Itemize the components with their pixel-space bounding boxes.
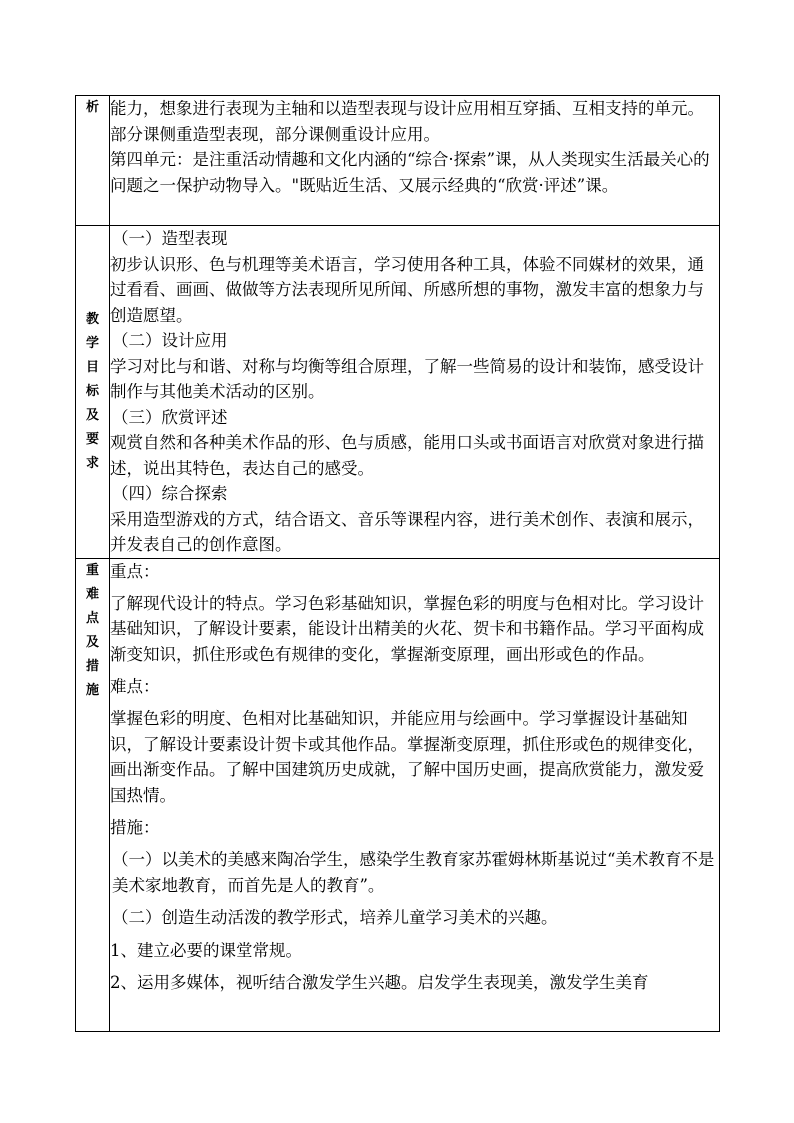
goals-content [110, 226, 720, 559]
label-char: 难 [85, 586, 99, 602]
section-heading: （三）欣赏评述 [112, 407, 228, 427]
paragraph: 观赏自然和各种美术作品的形、色与质感，能用口头或书面语言对欣赏对象进行描述，说出其特色，表达自己的感受。 [110, 433, 704, 478]
paragraph: 掌握色彩的明度、色相对比基础知识，并能应用与绘画中。学习掌握设计基础知识，了解设计要素设计贺卡或其他作品。掌握渐变原理，抓住形或色的规律变化，画出渐变作品。了解中国建筑历史成就，了解中国历史画，提高欣赏能力，激发爱国热情。 [110, 709, 704, 805]
lesson-plan-table [75, 95, 720, 1032]
label-char: 标 [85, 383, 99, 399]
paragraph: 了解现代设计的特点。学习色彩基础知识，掌握色彩的明度与色相对比。学习设计基础知识，了解设计要素，能设计出精美的火花、贺卡和书籍作品。学习平面构成渐变知识，抓住形或色有规律的变化，掌握渐变原理，画出形或色的作品。 [110, 593, 704, 664]
paragraph: 1、建立必要的课堂常规。 [110, 940, 302, 960]
section-heading: 措施： [110, 818, 160, 838]
paragraph: 第四单元：是注重活动情趣和文化内涵的“综合·探索”课，从人类现实生活最关心的问题之一保护动物导入。"既贴近生活、又展示经典的“欣赏·评述”课。 [110, 150, 710, 195]
table-row-goals [76, 226, 720, 559]
paragraph: 采用造型游戏的方式，结合语文、音乐等课程内容，进行美术创作、表演和展示，并发表自己的创作意图。 [110, 509, 704, 554]
label-char: 析 [85, 100, 99, 115]
section-heading: 难点： [110, 677, 160, 697]
label-char: 施 [85, 682, 99, 698]
label-char: 及 [85, 634, 99, 650]
paragraph: 初步认识形、色与机理等美术语言，学习使用各种工具，体验不同媒材的效果，通过看看、画画、做做等方法表现所见所闻、所感所想的事物，激发丰富的想象力与创造愿望。 [110, 254, 704, 325]
section-heading: （四）综合探索 [112, 484, 228, 503]
paragraph: 学习对比与和谐、对称与均衡等组合原理，了解一些简易的设计和装饰，感受设计制作与其他美术活动的区别。 [110, 356, 704, 401]
paragraph: （二）创造生动活泼的教学形式，培养儿童学习美术的兴趣。 [112, 908, 558, 928]
label-char: 求 [85, 455, 99, 471]
label-char: 学 [85, 335, 99, 351]
label-char: 目 [85, 359, 99, 375]
section-heading: （二）设计应用 [112, 331, 228, 350]
section-heading: 重点： [110, 561, 160, 581]
section-heading: （一）造型表现 [112, 229, 228, 248]
label-char: 要 [85, 431, 99, 447]
paragraph: （一）以美术的美感来陶冶学生，感染学生教育家苏霍姆林斯基说过“美术教育不是美术家地教育，而首先是人的教育”。 [112, 850, 715, 895]
label-char: 教 [85, 311, 99, 327]
paragraph: 能力，想象进行表现为主轴和以造型表现与设计应用相互穿插、互相支持的单元。部分课侧重造型表现，部分课侧重设计应用。 [110, 99, 704, 144]
row-label-key-points [76, 558, 110, 1031]
label-char: 及 [85, 407, 99, 423]
row-label-goals [76, 226, 110, 559]
row-label-analysis [76, 96, 110, 226]
table-row-key-points [76, 558, 720, 1031]
label-char: 点 [85, 610, 99, 626]
table-row-analysis [76, 96, 720, 226]
key-points-content [110, 558, 720, 1031]
analysis-content [110, 96, 720, 226]
paragraph: 2、运用多媒体，视听结合激发学生兴趣。启发学生表现美，激发学生美育 [110, 972, 649, 992]
label-char: 重 [85, 562, 99, 578]
label-char: 措 [85, 658, 99, 674]
